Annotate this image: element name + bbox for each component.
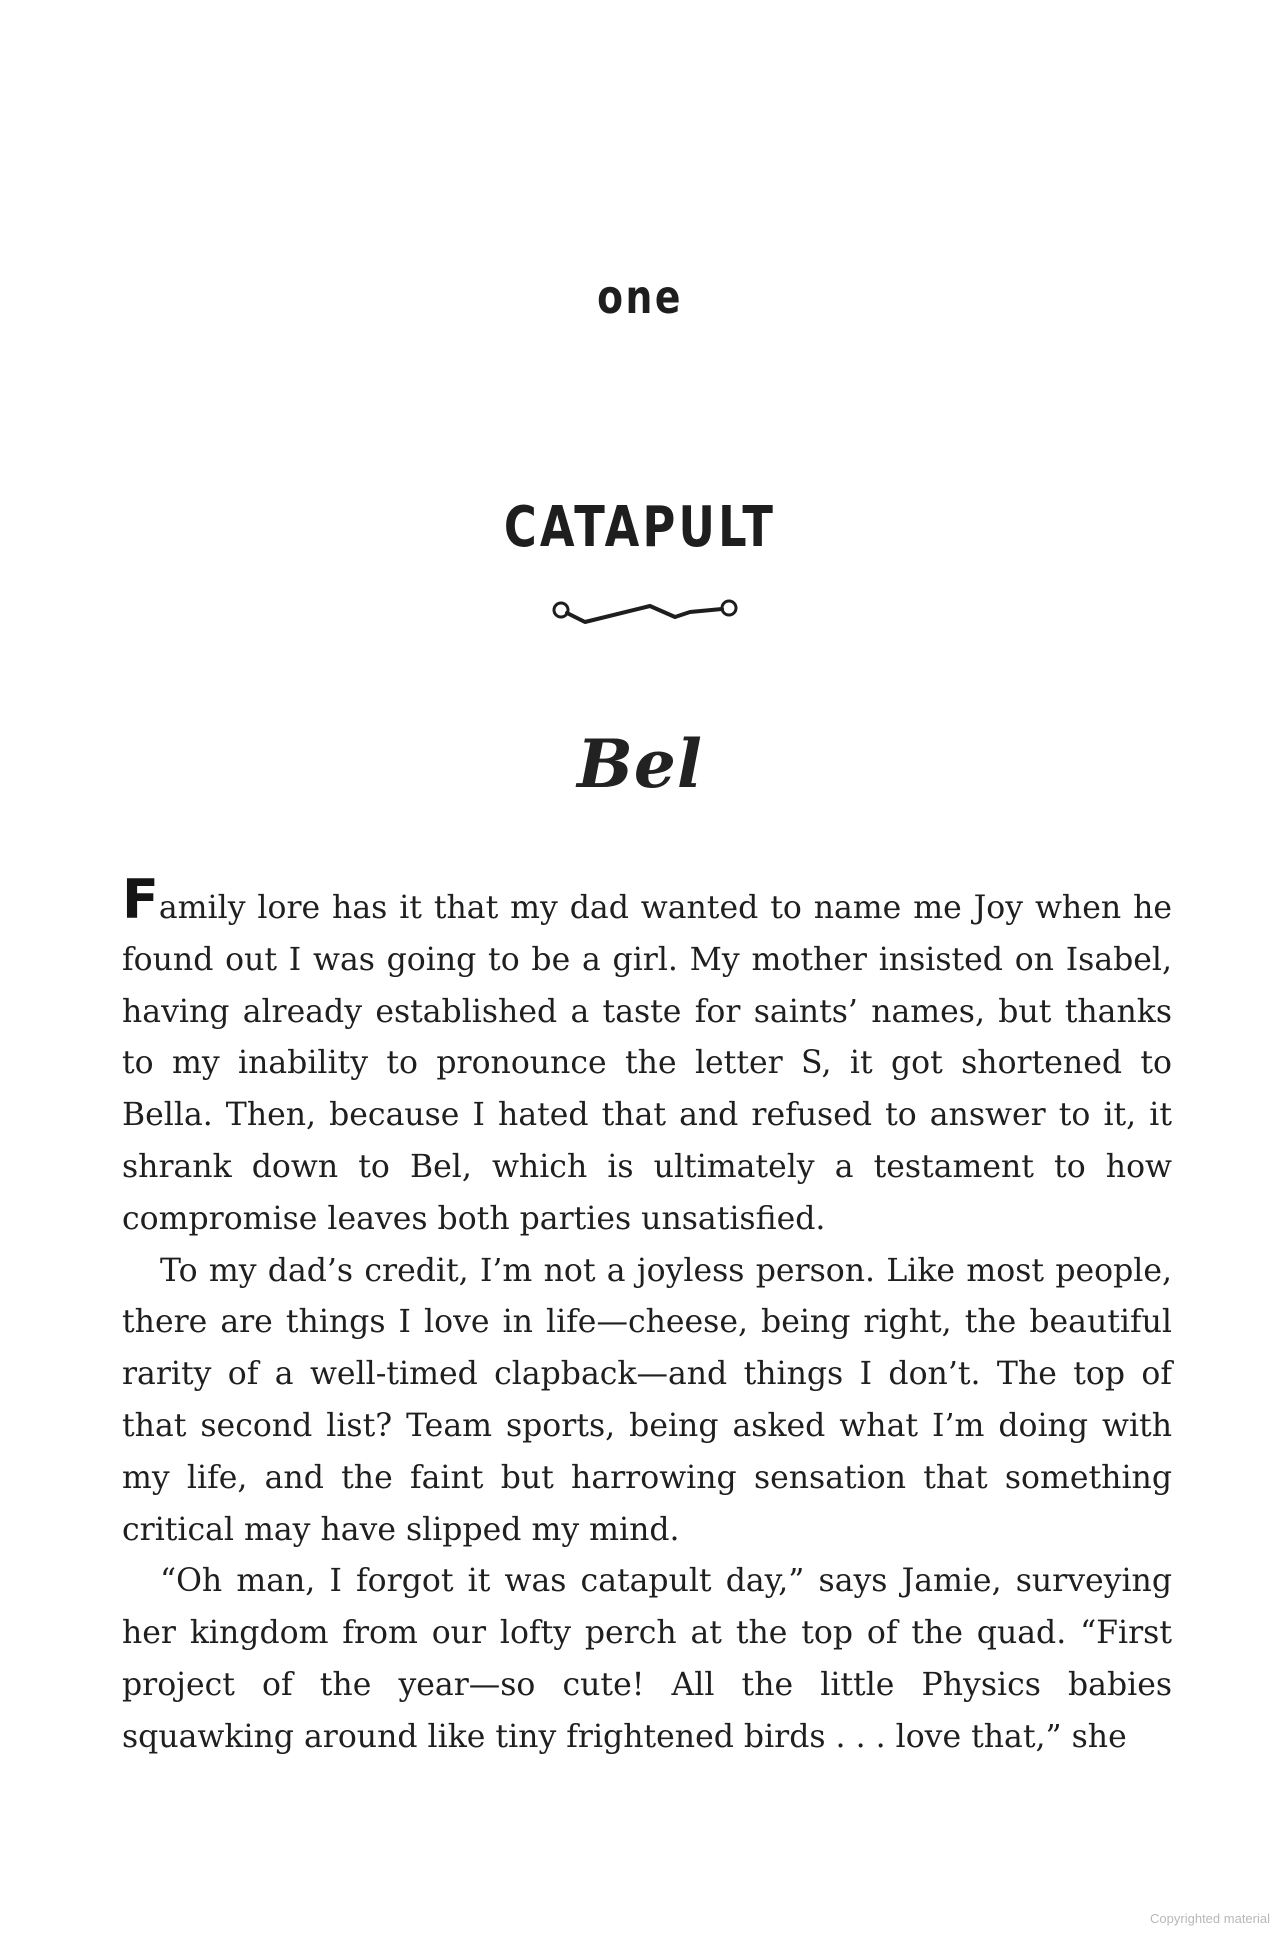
- drop-cap: F: [122, 868, 159, 931]
- chapter-number: one: [597, 270, 683, 324]
- paragraph: To my dad’s credit, I’m not a joyless person. Like most people, there are things I love in life—cheese, being right, the beautiful rarity of a well-timed clapback—and things I don’t. The top of that second list? Team sports, being asked what I’m doing with my life, and the faint but harrowing sensation that something critical may have slipped my mind.: [122, 1252, 1172, 1548]
- ornament-divider: [545, 590, 745, 630]
- chapter-title: CATAPULT: [503, 495, 777, 560]
- paragraph: [122, 868, 1172, 1246]
- chapter-body: [122, 868, 1172, 1764]
- paragraph-text: amily lore has it that my dad wanted to name me Joy when he found out I was going to be a girl. My mother insisted on Isabel, having already established a taste for saints’ names, but thanks to my inability to pronounce the letter S, it got shortened to Bella. Then, because I hated that and refused to answer to it, it shrank down to Bel, which is ultimately a testament to how compromise leaves both parties unsatisfied.: [122, 890, 1172, 1237]
- copyright-watermark: Copyrighted material: [1150, 1911, 1270, 1926]
- paragraph: “Oh man, I forgot it was catapult day,” says Jamie, surveying her kingdom from our lofty perch at the top of the quad. “First project of the year—so cute! All the little Physics babies squawking around like tiny frightened birds . . . love that,” she: [122, 1563, 1172, 1755]
- pov-character-name: Bel: [577, 725, 703, 803]
